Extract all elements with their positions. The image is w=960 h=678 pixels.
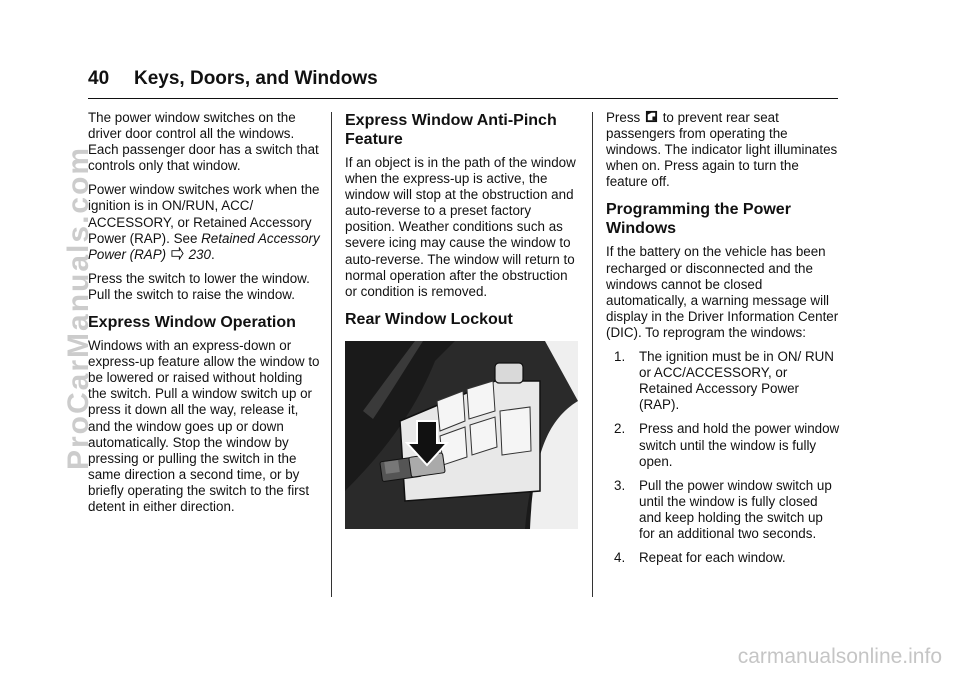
column-2	[345, 110, 583, 529]
lockout-instruction-text: to prevent rear seat passengers from operating the windows. The indicator light illuminates when on. Press again to turn the feature off.	[606, 110, 838, 190]
column-1	[88, 110, 324, 523]
page-header	[88, 68, 838, 100]
step-number: 2.	[614, 421, 626, 437]
step-item	[606, 349, 842, 413]
column-divider-2	[592, 112, 593, 597]
window-lockout-icon	[644, 110, 663, 125]
step-text: Pull the power window switch up until the window is fully closed and keep holding the switch up for an additional two seconds.	[639, 477, 832, 541]
lockout-instruction-paragraph	[606, 110, 842, 190]
column-divider-1	[331, 112, 332, 597]
page-number: 40	[88, 68, 110, 89]
step-text: The ignition must be in ON/ RUN or ACC/ACCESSORY, or Retained Accessory Power (RAP).	[639, 349, 834, 413]
anti-pinch-paragraph: If an object is in the path of the window when the express-up is active, the window will stop at the obstruction and auto-reverse to a preset factory position. Weather conditions such as severe icing may cause the window to auto-reverse. The window will return to normal operation after the obstruction or condition is removed.	[345, 155, 576, 299]
express-window-paragraph: Windows with an express-down or express-up feature allow the window to be lowered or raised without holding the switch. Pull a window switch up or press it down all the way, release it, and the window goes up or down automatically. Stop the window by pressing or pulling the switch in the same direction a second time, or by briefly operating the switch to the first detent in either direction.	[88, 338, 320, 514]
step-number: 4.	[614, 550, 626, 566]
header-rule	[88, 98, 838, 99]
press-word: Press	[606, 110, 641, 125]
rear-lockout-heading: Rear Window Lockout	[345, 310, 513, 328]
ignition-paragraph: Power window switches work when the ignition is in ON/RUN, ACC/ ACCESSORY, or Retained Accessory Power (RAP). See Retained Accessory Power (RAP) 230.	[88, 182, 320, 262]
programming-heading: Programming the Power Windows	[606, 201, 791, 238]
column-3	[606, 110, 842, 574]
rap-reference-page[interactable]: 230	[188, 246, 211, 262]
programming-paragraph: If the battery on the vehicle has been recharged or disconnected and the windows cannot be closed automatically, a warning message will display in the Driver Information Center (DIC). To reprogram the windows:	[606, 244, 839, 340]
step-text: Repeat for each window.	[639, 550, 786, 566]
door-switch-illustration	[345, 341, 578, 529]
express-window-heading: Express Window Operation	[88, 314, 296, 332]
bottom-watermark: carmanualsonline.info	[737, 645, 942, 668]
programming-steps	[606, 349, 842, 566]
step-number: 1.	[614, 349, 626, 365]
rap-reference-link[interactable]: Retained Accessory Power (RAP)	[88, 230, 320, 262]
step-number: 3.	[614, 477, 626, 493]
page-title: Keys, Doors, and Windows	[134, 68, 378, 89]
step-item	[606, 478, 842, 542]
step-item	[606, 421, 842, 469]
step-item	[606, 550, 842, 566]
reference-arrow-icon	[170, 247, 189, 262]
ignition-text: Power window switches work when the ignition is in ON/RUN, ACC/ ACCESSORY, or Retained Accessory Power (RAP). See	[88, 182, 320, 246]
step-text: Press and hold the power window switch until the window is fully open.	[639, 421, 840, 469]
anti-pinch-heading: Express Window Anti-Pinch Feature	[345, 112, 557, 148]
switch-paragraph: Press the switch to lower the window. Pull the switch to raise the window.	[88, 270, 310, 302]
intro-paragraph: The power window switches on the driver door control all the windows. Each passenger door has a switch that controls only that window.	[88, 110, 319, 174]
side-watermark: ProCarManuals.com	[62, 145, 95, 470]
